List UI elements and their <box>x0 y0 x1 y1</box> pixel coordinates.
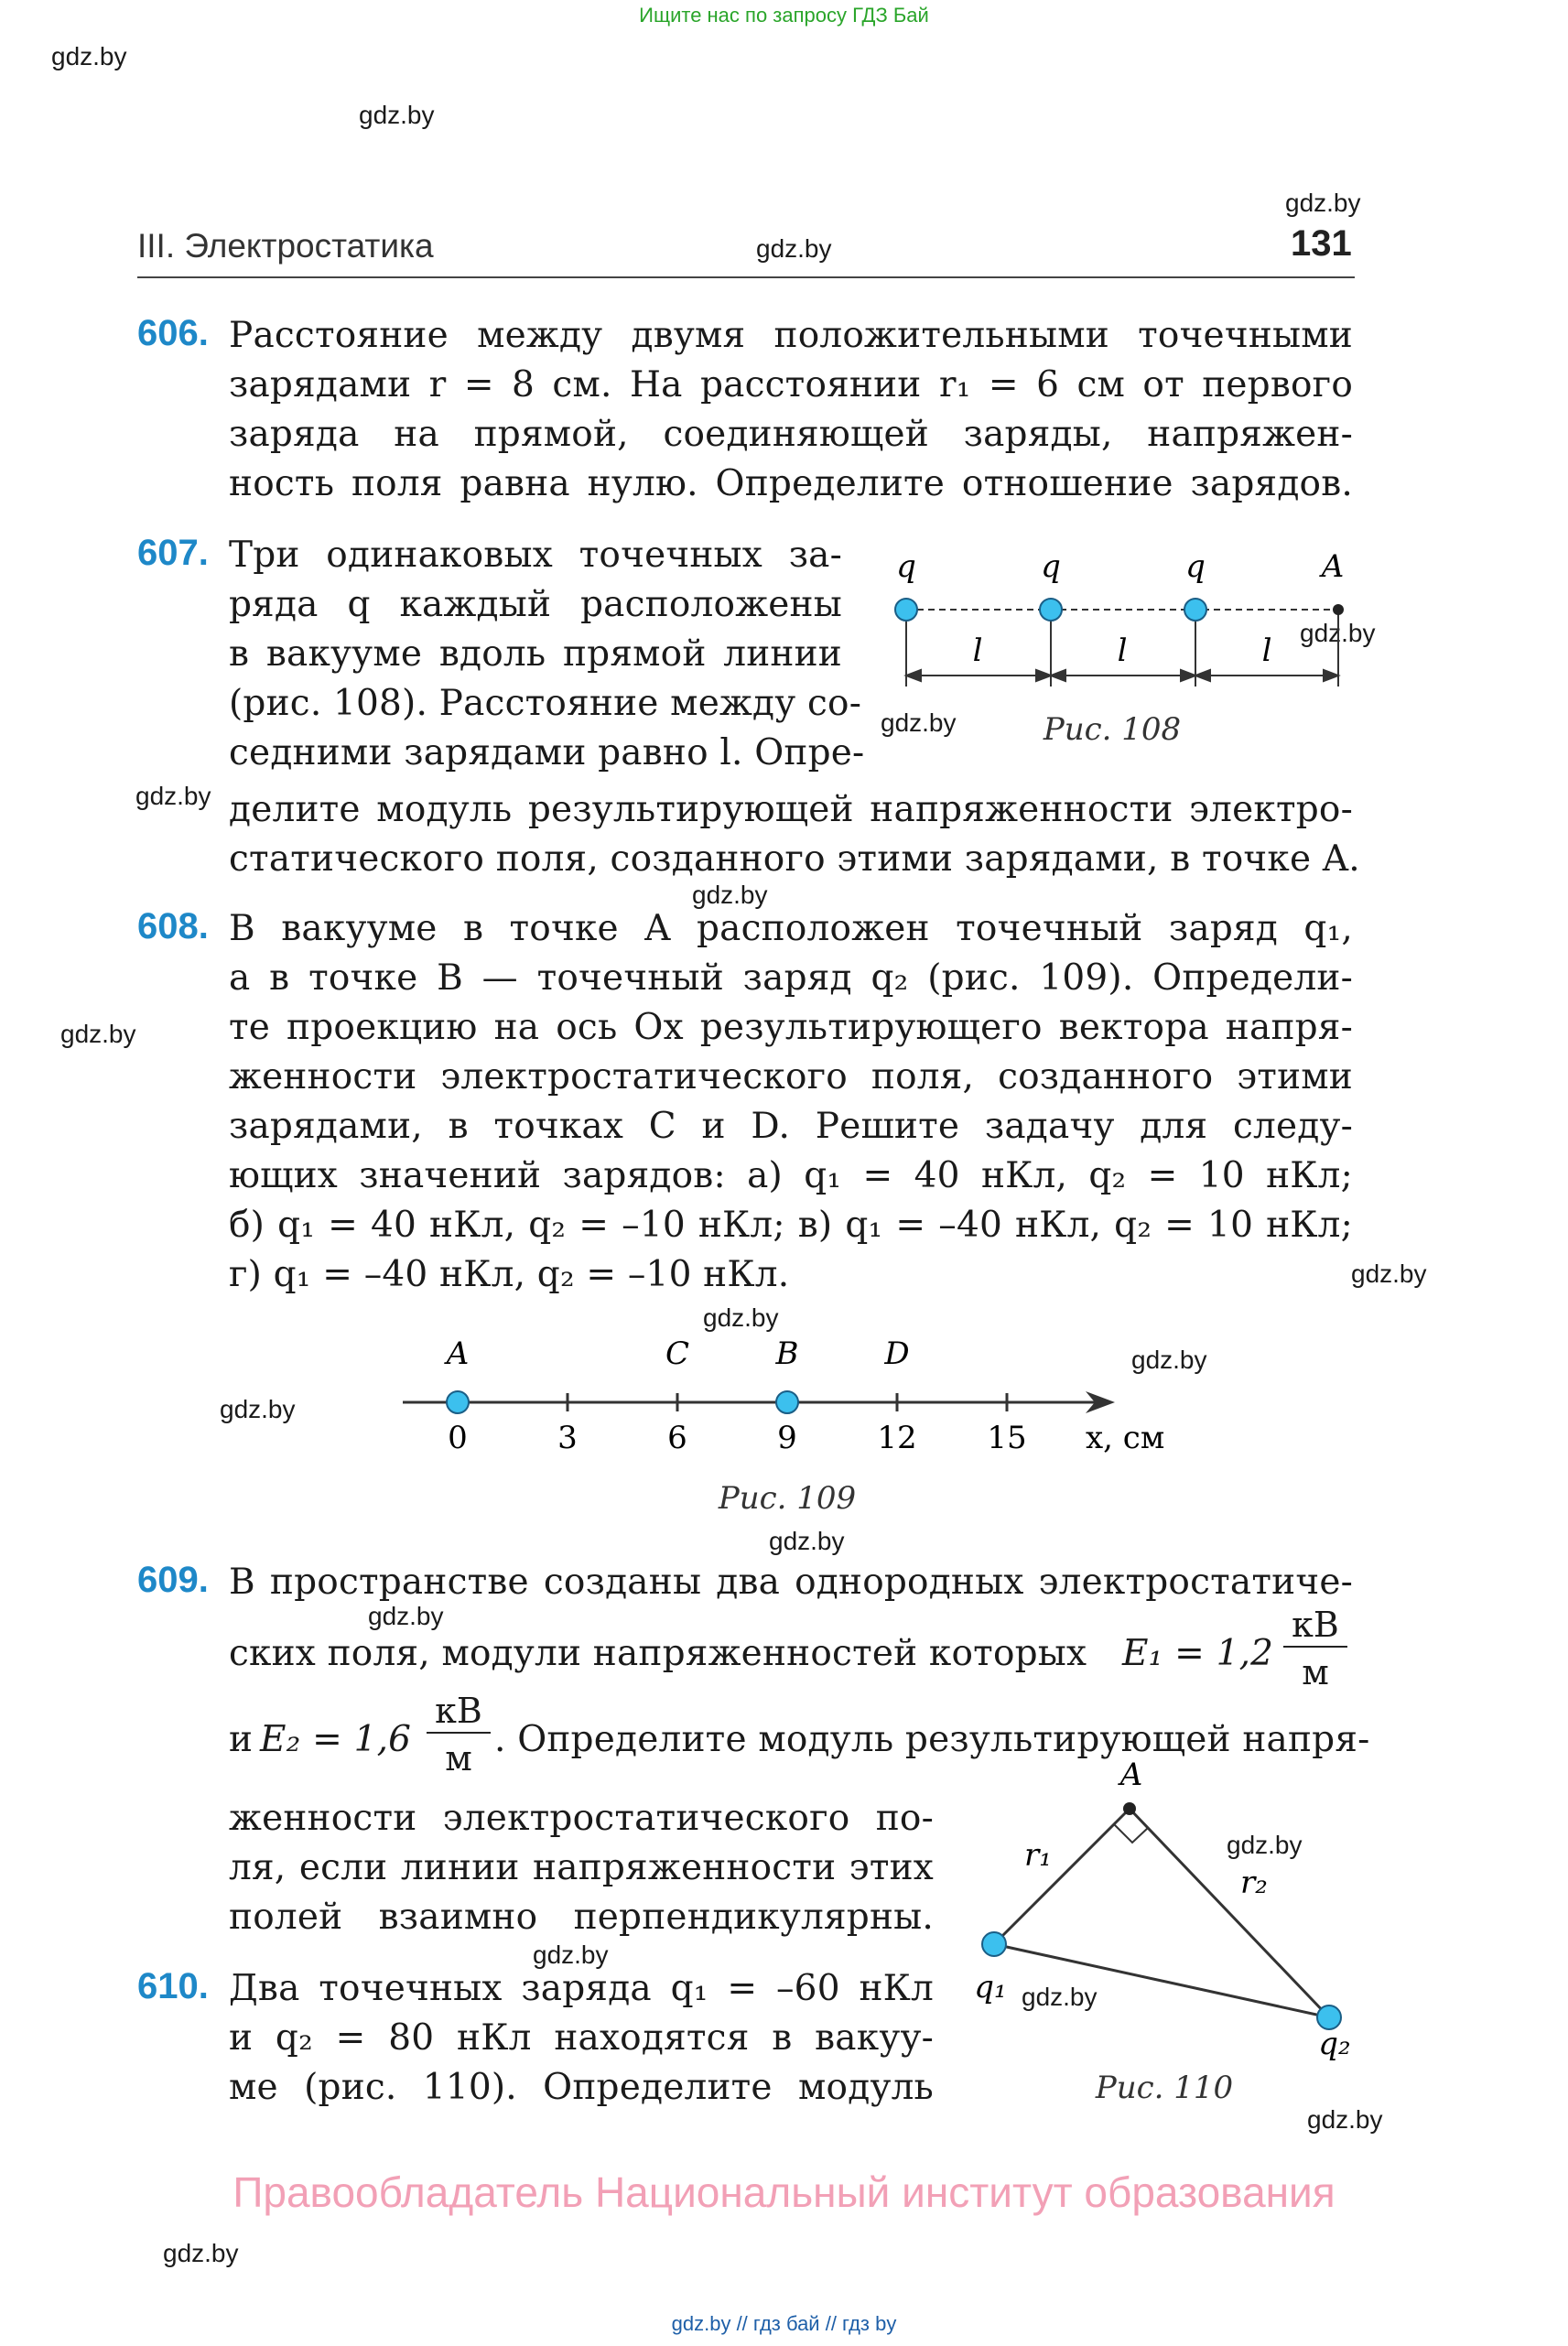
problem-607-line: ряда q каждый расположены <box>229 584 842 625</box>
problem-number-607: 607. <box>137 533 209 573</box>
problem-609-line: . Определите модуль результирующей напря- <box>494 1719 1370 1760</box>
vertex-label-a: A <box>1119 1757 1143 1793</box>
segment-r2 <box>1130 1809 1329 2017</box>
spacing-label: l <box>972 632 983 669</box>
charge-b-dot <box>776 1391 798 1413</box>
figure-110 <box>952 1757 1410 2142</box>
watermark: gdz.by <box>135 782 211 810</box>
point-a-label: A <box>1321 548 1345 585</box>
page-number: 131 <box>1291 223 1352 264</box>
watermark: gdz.by <box>163 2239 239 2267</box>
problem-609-line: В пространстве созданы два однородных электростатиче- <box>229 1562 1353 1603</box>
charge-q1-dot <box>982 1932 1006 1956</box>
watermark: gdz.by <box>1131 1346 1207 1374</box>
charge-label: q <box>896 548 916 585</box>
problem-607-line: в вакууме вдоль прямой линии <box>229 633 842 675</box>
watermark: gdz.by <box>881 708 957 737</box>
watermark: gdz.by <box>756 234 832 263</box>
problem-607-line: седними зарядами равно l. Опре- <box>229 732 865 773</box>
point-label-d: D <box>884 1335 910 1372</box>
spacing-label: l <box>1117 632 1128 669</box>
problem-610-line: и q₂ = 80 нКл находятся в вакуу- <box>229 2017 934 2059</box>
problem-609-line: ля, если линии напряженности этих <box>229 1847 934 1888</box>
problem-609-line: женности электростатического по- <box>229 1798 934 1839</box>
e1-unit-numerator: кВ <box>1283 1604 1347 1648</box>
e1-value: E₁ = 1,2 <box>1122 1633 1274 1674</box>
watermark: gdz.by <box>703 1303 779 1332</box>
problem-608-line: а в точке B — точечный заряд q₂ (рис. 109). Определи- <box>229 957 1353 999</box>
problem-609-line: и <box>229 1719 254 1760</box>
problem-606-line: ность поля равна нулю. Определите отношение зарядов. <box>229 463 1353 504</box>
problem-number-610: 610. <box>137 1966 209 2006</box>
figure-109 <box>394 1327 1217 1519</box>
tick-label: 6 <box>667 1420 687 1456</box>
watermark: gdz.by <box>1307 2105 1383 2134</box>
problem-608-line: женности электростатического поля, созданного этими <box>229 1056 1353 1097</box>
figure-108-caption: Рис. 108 <box>1043 711 1182 748</box>
problem-606-line: Расстояние между двумя положительными точечными <box>229 315 1353 356</box>
watermark: gdz.by <box>533 1941 609 1969</box>
tick-label: 15 <box>987 1420 1027 1456</box>
e2-unit-numerator: кВ <box>427 1690 491 1734</box>
e1-unit-denominator: м <box>1302 1652 1329 1692</box>
watermark: gdz.by <box>1022 1983 1098 2011</box>
tick-label: 0 <box>448 1420 468 1456</box>
watermark: gdz.by <box>60 1020 136 1048</box>
watermark: gdz.by <box>1285 189 1361 217</box>
charge-dot <box>1040 599 1062 621</box>
watermark: gdz.by <box>1227 1831 1303 1859</box>
segment-r1 <box>994 1809 1130 1944</box>
problem-610-line: ме (рис. 110). Определите модуль <box>229 2067 934 2108</box>
watermark: gdz.by <box>1351 1259 1427 1288</box>
point-label-b: B <box>775 1335 799 1372</box>
problem-608-line: г) q₁ = –40 нКл, q₂ = –10 нКл. <box>229 1254 790 1295</box>
watermark: gdz.by <box>692 881 768 909</box>
problem-607-line: Три одинаковых точечных за- <box>229 535 842 576</box>
watermark: gdz.by <box>368 1602 444 1630</box>
watermark: gdz.by <box>1300 619 1376 647</box>
problem-number-608: 608. <box>137 906 209 946</box>
axis-label: x, см <box>1086 1420 1165 1456</box>
charge-dot <box>895 599 917 621</box>
figure-110-caption: Рис. 110 <box>1095 2070 1234 2106</box>
problem-606-line: заряда на прямой, соединяющей заряды, напряжен- <box>229 414 1353 455</box>
problem-number-609: 609. <box>137 1560 209 1600</box>
problem-608-line: ющих значений зарядов: а) q₁ = 40 нКл, q₂ = 10 нКл; <box>229 1155 1353 1196</box>
footer-links[interactable]: gdz.by // гдз бай // гдз by <box>671 2312 897 2335</box>
problem-608-line: те проекцию на ось Ox результирующего вектора напря- <box>229 1007 1353 1048</box>
charge-dot <box>1184 599 1206 621</box>
tick-label: 12 <box>877 1420 917 1456</box>
problem-610-line: Два точечных заряда q₁ = –60 нКл <box>229 1968 934 2009</box>
problem-609-line: полей взаимно перпендикулярны. <box>229 1897 934 1938</box>
dimension-arrows <box>906 670 1338 681</box>
problem-number-606: 606. <box>137 313 209 353</box>
problem-606-line: зарядами r = 8 см. На расстоянии r₁ = 6 см от первого <box>229 364 1353 405</box>
problem-607-line: делите модуль результирующей напряженности электро- <box>229 789 1353 830</box>
r1-label: r₁ <box>1024 1837 1052 1874</box>
q1-label: q₁ <box>974 1969 1007 2005</box>
problem-607-line: статического поля, созданного этими зарядами, в точке A. <box>229 838 1360 880</box>
watermark: gdz.by <box>51 42 127 70</box>
problem-608-line: зарядами, в точках C и D. Решите задачу для следу- <box>229 1106 1353 1147</box>
e2-unit-denominator: м <box>445 1738 472 1778</box>
tick-label: 9 <box>777 1420 797 1456</box>
header-divider <box>137 276 1355 278</box>
point-a-dot <box>1333 604 1344 615</box>
charge-label: q <box>1041 548 1061 585</box>
figure-108 <box>870 540 1364 760</box>
spacing-label: l <box>1261 632 1272 669</box>
point-label-c: C <box>665 1335 690 1372</box>
q2-label: q₂ <box>1318 2026 1351 2062</box>
copyright-owner: Правообладатель Национальный институт образования <box>232 2168 1336 2216</box>
problem-609-line: ских поля, модули напряженностей которых <box>229 1633 1087 1674</box>
problem-608-line: В вакууме в точке A расположен точечный заряд q₁, <box>229 908 1353 949</box>
right-angle-mark <box>1114 1824 1148 1843</box>
problem-607-line: (рис. 108). Расстояние между со- <box>229 683 862 724</box>
chapter-title: III. Электростатика <box>137 227 434 265</box>
r2-label: r₂ <box>1240 1865 1268 1901</box>
watermark: gdz.by <box>769 1527 845 1555</box>
e2-value: E₂ = 1,6 <box>260 1719 412 1760</box>
segment-q1-q2 <box>994 1944 1329 2017</box>
problem-608-line: б) q₁ = 40 нКл, q₂ = –10 нКл; в) q₁ = –40 нКл, q₂ = 10 нКл; <box>229 1205 1353 1246</box>
watermark: gdz.by <box>220 1395 296 1423</box>
watermark: gdz.by <box>359 101 435 129</box>
top-banner: Ищите нас по запросу ГДЗ Бай <box>639 4 929 27</box>
tick-label: 3 <box>557 1420 578 1456</box>
charge-label: q <box>1185 548 1206 585</box>
figure-109-caption: Рис. 109 <box>718 1480 857 1517</box>
charge-a-dot <box>447 1391 469 1413</box>
point-a-dot <box>1123 1802 1136 1815</box>
point-label-a: A <box>446 1335 470 1372</box>
